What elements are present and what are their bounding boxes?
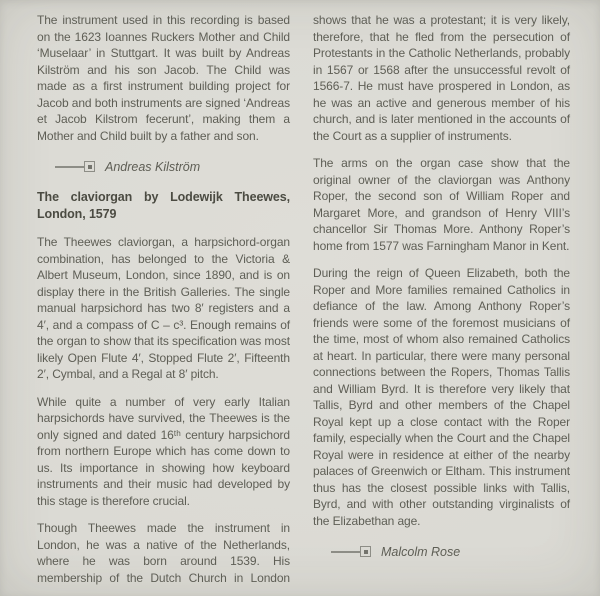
paragraph-theewes-origin: Though Theewes made the instrument in London, he was a native of the Netherlands, where he was born around 1539. His membership of the Dutch Church in London bbox=[37, 521, 290, 585]
signature-rule bbox=[55, 166, 84, 168]
left-column bbox=[37, 12, 290, 596]
signature-square-icon bbox=[360, 546, 371, 557]
signature-name: Malcolm Rose bbox=[381, 544, 461, 559]
paragraph-organ-case-arms: The arms on the organ case show that the original owner of the claviorgan was Anthony Roper, the second son of William Roper and Margaret More, and grandson of Henry VIII’s chancellor Sir Thomas More. Anthony Roper’s home from 1577 was Farningham Manor in Kent. bbox=[313, 156, 570, 253]
signature-rule bbox=[331, 551, 360, 553]
paragraph-protestant-flight: shows that he was a protestant; it is very likely, therefore, that he fled from the persecution of Protestants in the Catholic Netherlands, probably in 1567 or 1568 after the unsuccessful revolt of 1566-7. He must have prospered in London, as he was an active and generous member of his church, and is later mentioned in the accounts of the Court as a supplier of instruments. bbox=[313, 13, 570, 143]
paragraph-theewes-claviorgan: The Theewes claviorgan, a harpsichord-organ combination, has belonged to the Victoria & Albert Museum, London, since 1890, and is on display there in the British Galleries. The single manual harpsichord has two 8′ registers and a 4′, and a compass of C – c³. Enough remains of the organ to show that its specification was most likely Open Flute 4′, Stopped Flute 2′, Fifteenth 2′, Cymbal, and a Regal at 8′ pitch. bbox=[37, 235, 290, 381]
signature-name: Andreas Kilström bbox=[105, 159, 201, 174]
paragraph-early-harpsichords: While quite a number of very early Italian harpsichords have survived, the Theewes is the only signed and dated 16ᵗʰ century harpsichord from northern Europe which has come down to us. Its importance in showing how keyboard instruments and their music had developed by this stage is therefore crucial. bbox=[37, 394, 290, 508]
paragraph-queen-elizabeth-reign: During the reign of Queen Elizabeth, both the Roper and More families remained Catholics in defiance of the law. Among Anthony Roper’s friends were some of the foremost musicians of the time, most of whom also remained Catholics at heart. In particular, there were many personal connections between the Ropers, Thomas Tallis and William Byrd. It is therefore very likely that Tallis, Byrd and other members of the Chapel Royal kept up a close contact with the Roper family, especially when the Court and the Chapel Royal were in residence at either of the nearby palaces of Greenwich or Eltham. This instrument thus has the closest possible links with Tallis, Byrd, and with other outstanding virginalists of the Elizabethan age. bbox=[313, 266, 570, 528]
right-column bbox=[313, 12, 570, 596]
signature-square-inner-dot bbox=[364, 550, 368, 554]
signature-square-inner-dot bbox=[88, 165, 92, 169]
paragraph-recording-instrument: The instrument used in this recording is based on the 1623 Ioannes Ruckers Mother and Child ‘Muselaar’ in Stuttgart. It was built by Andreas Kilström and his son Jacob. The Child was made as a first instrument building project for Jacob and both instruments are signed ‘Andreas et Jacob Kilstrom fecerunt’, making them a Mother and Child built by a father and son. bbox=[37, 13, 290, 143]
signature-block-kilstrom bbox=[55, 158, 290, 175]
signature-square-icon bbox=[84, 161, 95, 172]
two-column-layout bbox=[37, 12, 570, 596]
section-heading-claviorgan: The claviorgan by Lodewijk Theewes, London, 1579 bbox=[37, 190, 290, 221]
signature-block-rose bbox=[331, 543, 570, 560]
